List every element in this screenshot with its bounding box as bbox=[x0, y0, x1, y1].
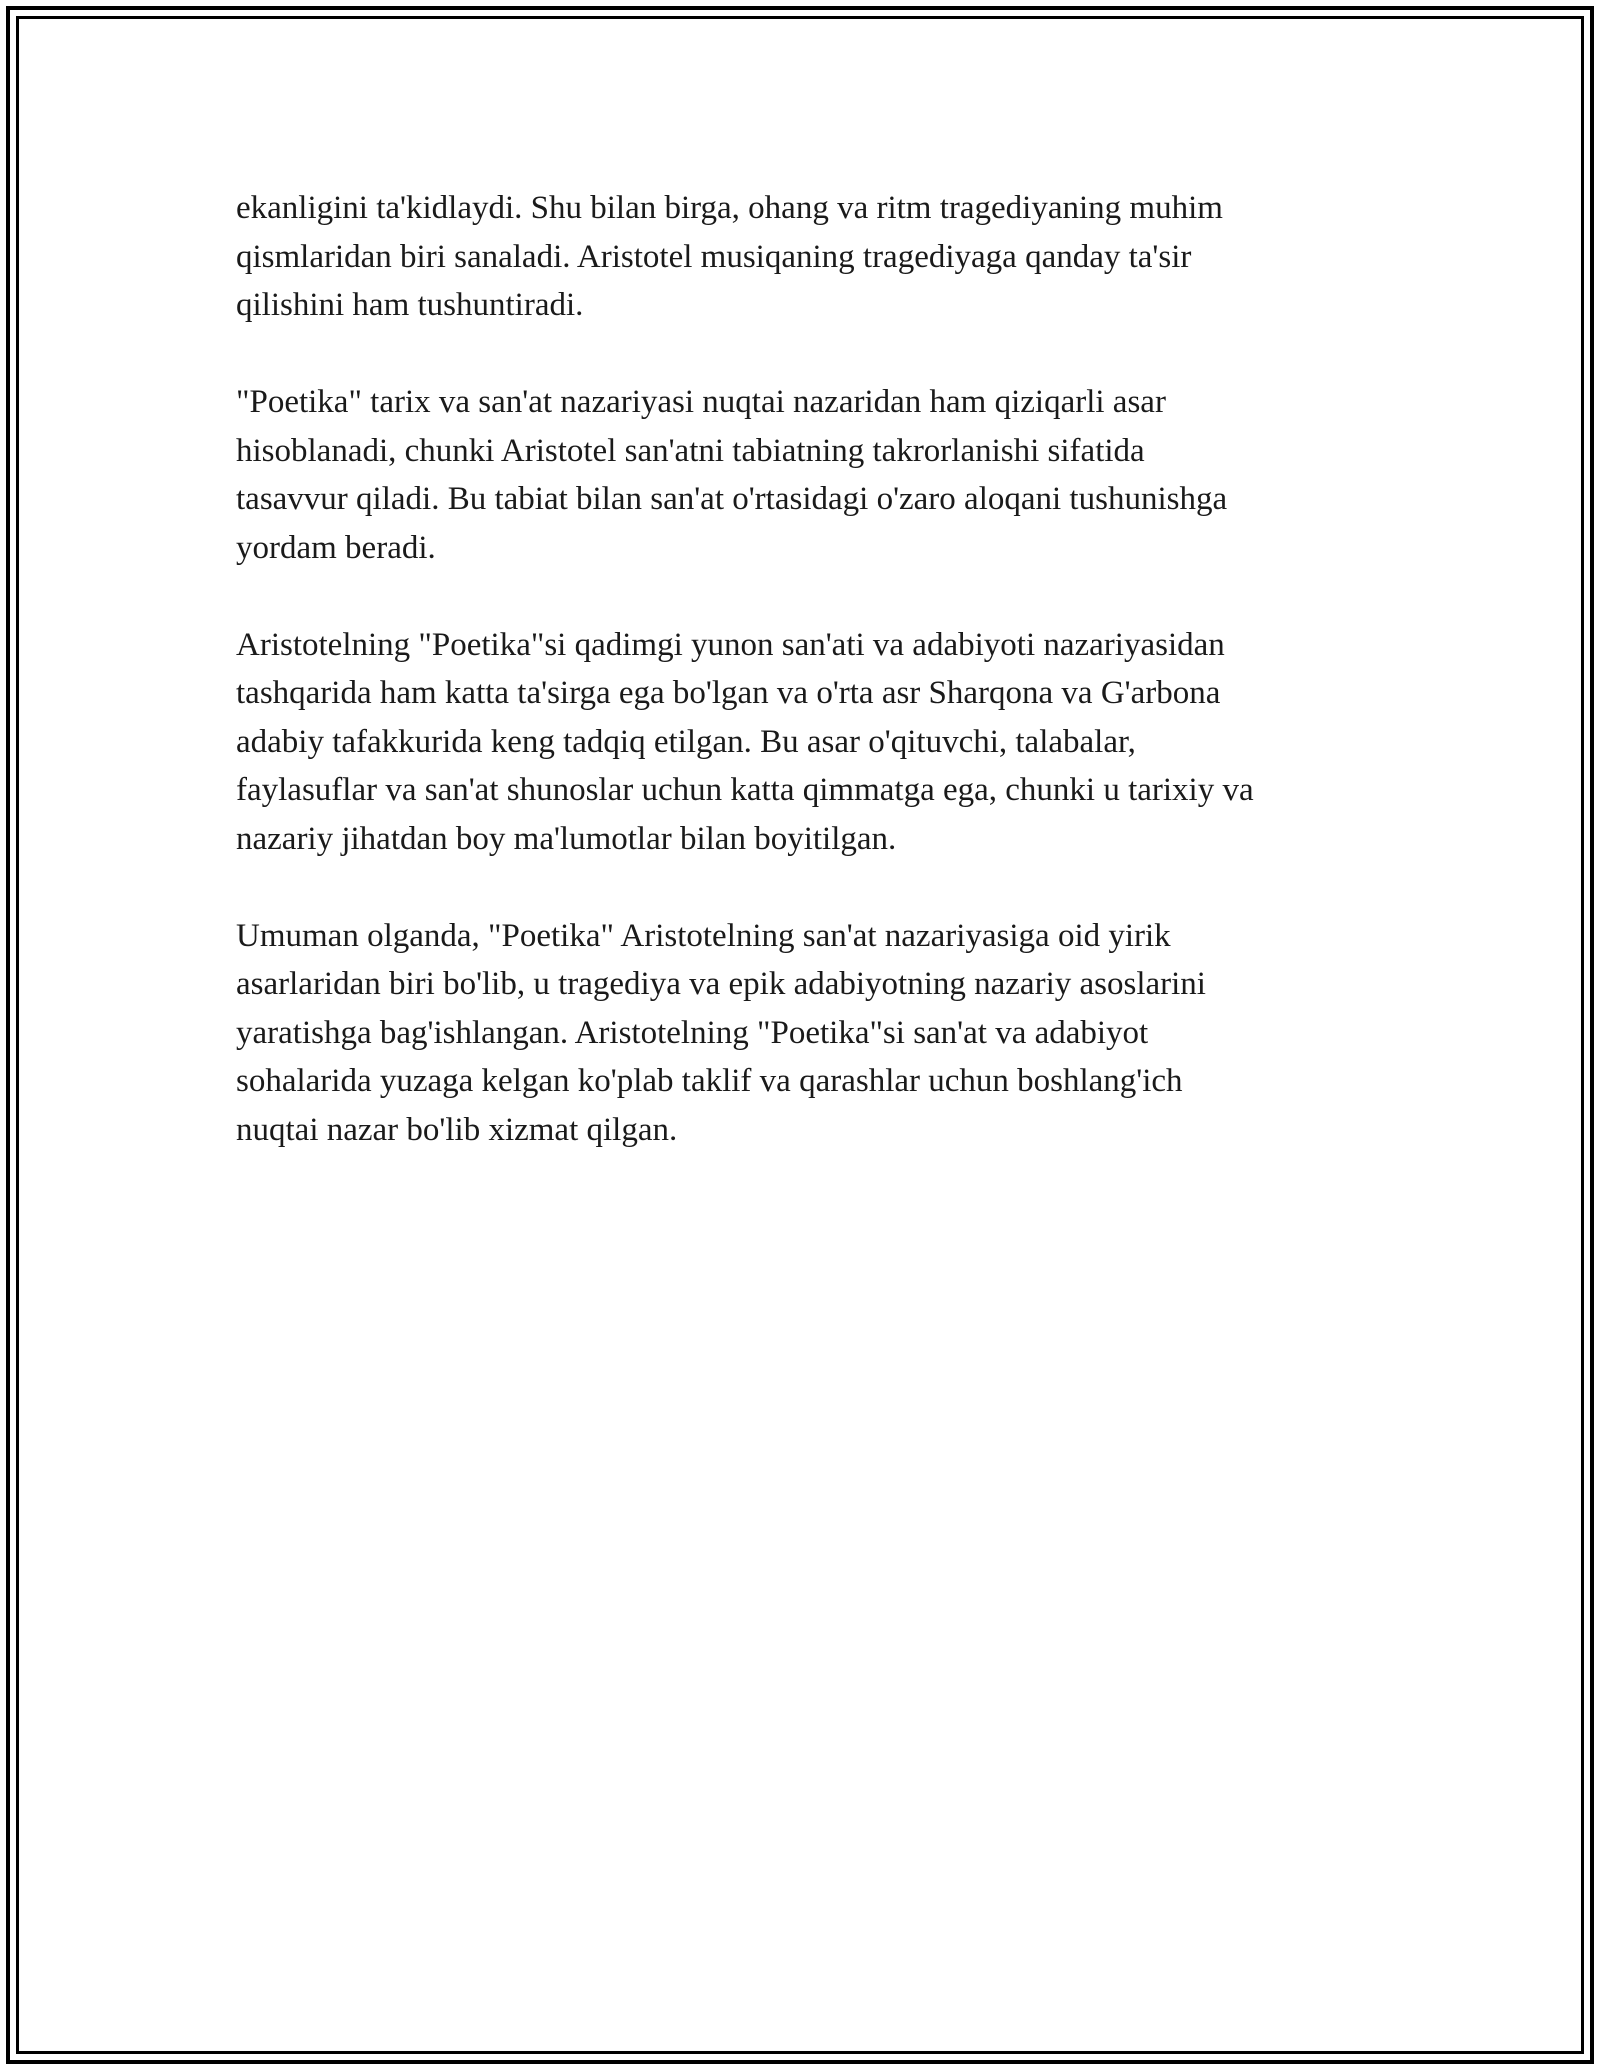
text-line: ekanligini ta'kidlaydi. Shu bilan birga, ohang va ritm tragediyaning muhim bbox=[236, 190, 1223, 226]
paragraph-3 bbox=[236, 621, 1396, 864]
text-line: Aristotelning "Poetika"si qadimgi yunon san'ati va adabiyoti nazariyasidan bbox=[236, 626, 1225, 663]
text-line: Umuman olganda, "Poetika" Aristotelning san'at nazariyasiga oid yirik bbox=[236, 917, 1171, 954]
text-line: yaratishga bag'ishlangan. Aristotelning "Poetika"si san'at va adabiyot bbox=[236, 1014, 1149, 1051]
text-line: tasavvur qiladi. Bu tabiat bilan san'at o'rtasidagi o'zaro aloqani tushunishga bbox=[236, 481, 1228, 517]
paragraph-2 bbox=[236, 378, 1396, 572]
text-line: yordam beradi. bbox=[236, 529, 436, 566]
text-line: qilishini ham tushuntiradi. bbox=[236, 287, 584, 323]
document-body bbox=[236, 184, 1396, 1203]
text-line: tashqarida ham katta ta'sirga ega bo'lgan va o'rta asr Sharqona va G'arbona bbox=[236, 675, 1221, 711]
paragraph-4 bbox=[236, 912, 1396, 1155]
text-line: faylasuflar va san'at shunoslar uchun katta qimmatga ega, chunki u tarixiy va bbox=[236, 772, 1254, 808]
text-line: asarlaridan biri bo'lib, u tragediya va epik adabiyotning nazariy asoslarini bbox=[236, 966, 1206, 1002]
text-line: qismlaridan biri sanaladi. Aristotel musiqaning tragediyaga qanday ta'sir bbox=[236, 238, 1192, 275]
text-line: nazariy jihatdan boy ma'lumotlar bilan boyitilgan. bbox=[236, 820, 897, 857]
text-line: adabiy tafakkurida keng tadqiq etilgan. Bu asar o'qituvchi, talabalar, bbox=[236, 723, 1136, 760]
text-line: sohalarida yuzaga kelgan ko'plab taklif va qarashlar uchun boshlang'ich bbox=[236, 1063, 1183, 1099]
text-line: "Poetika" tarix va san'at nazariyasi nuqtai nazaridan ham qiziqarli asar bbox=[236, 384, 1166, 420]
text-line: hisoblanadi, chunki Aristotel san'atni tabiatning takrorlanishi sifatida bbox=[236, 432, 1145, 469]
paragraph-1 bbox=[236, 184, 1396, 330]
text-line: nuqtai nazar bo'lib xizmat qilgan. bbox=[236, 1111, 678, 1148]
